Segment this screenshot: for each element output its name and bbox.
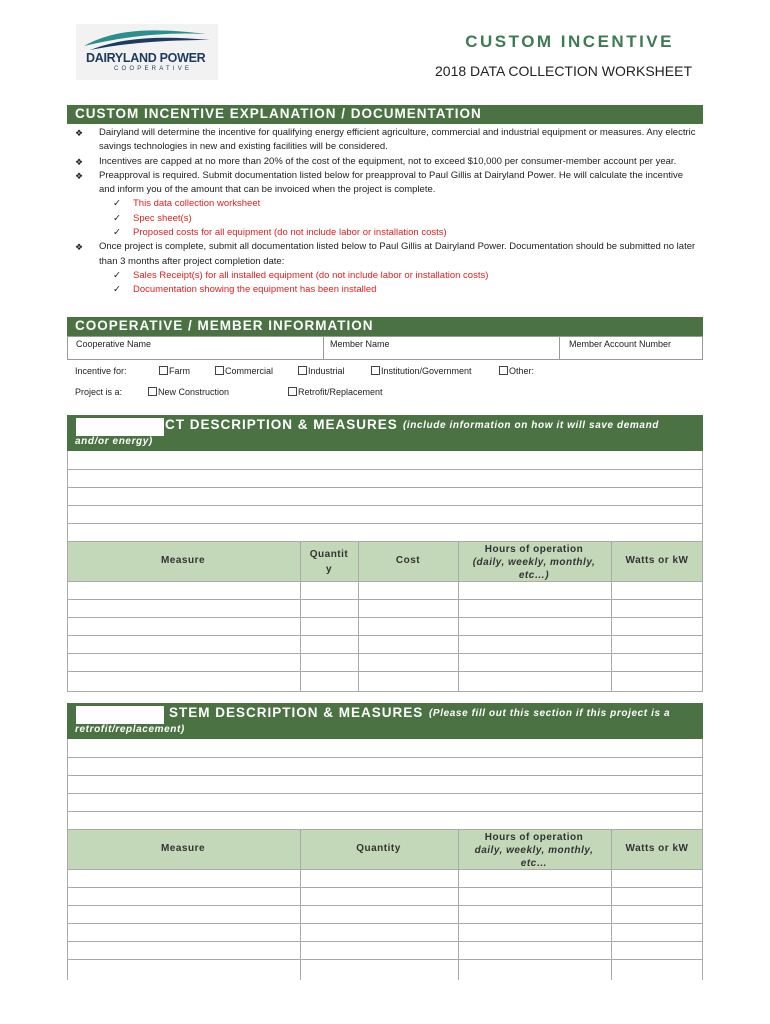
table-row (67, 653, 703, 654)
diamond-bullet-icon: ❖ (75, 170, 84, 181)
check-item: ✓ This data collection worksheet (75, 197, 700, 211)
checkbox-icon[interactable] (288, 387, 297, 396)
other-option[interactable]: Other: (499, 366, 534, 376)
cooperative-name-label: Cooperative Name (76, 339, 152, 349)
list-item: ❖ Incentives are capped at no more than 20% of the cost of the equipment, not to exceed $10,000 per consumer-member account per year. (75, 155, 700, 169)
logo-name: DAIRYLAND POWER (86, 51, 206, 65)
list-item: ❖ Once project is complete, submit all documentation listed below to Paul Gillis at Dairyland Power. Documentation should be submitted no later than 3 months after project completion date: (75, 241, 696, 267)
table-row (67, 887, 703, 888)
existing-heading-bar (67, 703, 703, 739)
diamond-bullet-icon: ❖ (75, 156, 84, 167)
account-number-field[interactable] (559, 336, 703, 360)
row-divider (67, 793, 703, 794)
diamond-bullet-icon: ❖ (75, 242, 84, 253)
table-row (67, 941, 703, 942)
explanation-heading: CUSTOM INCENTIVE EXPLANATION / DOCUMENTATION (75, 106, 482, 121)
wave-logo-icon (76, 24, 218, 54)
redaction-box (76, 706, 164, 724)
table-row (67, 923, 703, 924)
member-heading-bar (67, 317, 703, 336)
page-title: CUSTOM INCENTIVE (465, 32, 674, 51)
project-note-2: and/or energy) (75, 436, 153, 447)
row-divider (67, 487, 703, 488)
check-item: ✓ Proposed costs for all equipment (do not include labor or installation costs) (75, 226, 700, 240)
col-measure: Measure (160, 555, 206, 566)
project-description-area[interactable] (67, 451, 703, 541)
new-construction-option[interactable]: New Construction (148, 387, 229, 397)
table-row (67, 905, 703, 906)
redaction-box (76, 418, 164, 436)
checkbox-icon[interactable] (371, 366, 380, 375)
check-item: ✓ Documentation showing the equipment has been installed (75, 283, 700, 297)
existing-heading: STEM DESCRIPTION & MEASURES (169, 705, 424, 720)
row-divider (67, 523, 703, 524)
project-heading: CT DESCRIPTION & MEASURES (165, 417, 398, 432)
account-number-label: Member Account Number (569, 339, 672, 349)
col-hours: Hours of operation daily, weekly, monthly, etc… (474, 832, 594, 869)
table-row (67, 599, 703, 600)
checkbox-icon[interactable] (499, 366, 508, 375)
check-item: ✓ Sales Receipt(s) for all installed equipment (do not include labor or installation costs) (75, 269, 700, 283)
table-row (67, 869, 703, 870)
row-divider (67, 469, 703, 470)
commercial-option[interactable]: Commercial (215, 366, 273, 376)
project-heading-bar (67, 415, 703, 451)
member-name-field[interactable] (323, 336, 560, 360)
member-name-label: Member Name (330, 339, 390, 349)
table-row (67, 671, 703, 672)
table-row (67, 635, 703, 636)
checkbox-icon[interactable] (148, 387, 157, 396)
diamond-bullet-icon: ❖ (75, 128, 84, 138)
checkbox-icon[interactable] (298, 366, 307, 375)
cooperative-name-field[interactable] (67, 336, 324, 360)
checkmark-icon: ✓ (113, 227, 121, 239)
project-note: (include information on how it will save demand (403, 420, 659, 431)
industrial-option[interactable]: Industrial (298, 366, 345, 376)
col-cost: Cost (395, 555, 421, 566)
col-quantity: Quantit y (309, 549, 349, 575)
list-item: ❖ Dairyland will determine the incentive for qualifying energy efficient agriculture, commercial and industrial equipment or measures. Any electric savings technologies in new and existing facilities will be considered. (75, 127, 696, 153)
row-divider (67, 757, 703, 758)
logo-sub: COOPERATIVE (114, 66, 193, 72)
explanation-list (75, 126, 700, 298)
table-row (67, 959, 703, 960)
incentive-for-label: Incentive for: (75, 366, 127, 376)
row-divider (67, 811, 703, 812)
page-subtitle: 2018 DATA COLLECTION WORKSHEET (435, 63, 692, 79)
farm-option[interactable]: Farm (159, 366, 190, 376)
list-item: ❖ Preapproval is required. Submit documentation listed below for preapproval to Paul Gillis at Dairyland Power. He will calculate the incentive and inform you of the amount that can be invoiced when the project is complete. (75, 169, 684, 196)
checkmark-icon: ✓ (113, 198, 121, 210)
retrofit-option[interactable]: Retrofit/Replacement (288, 387, 383, 397)
checkmark-icon: ✓ (113, 212, 121, 224)
col-hours: Hours of operation (daily, weekly, monthly, etc…) (472, 544, 596, 581)
table-row (67, 581, 703, 582)
row-divider (67, 775, 703, 776)
checkmark-icon: ✓ (113, 269, 121, 281)
col-watts: Watts or kW (625, 843, 689, 854)
dairyland-logo (76, 24, 218, 80)
row-divider (67, 505, 703, 506)
explanation-heading-bar (67, 105, 703, 124)
existing-description-area[interactable] (67, 739, 703, 829)
checkbox-icon[interactable] (159, 366, 168, 375)
member-heading: COOPERATIVE / MEMBER INFORMATION (75, 318, 374, 333)
checkmark-icon: ✓ (113, 284, 121, 296)
checkbox-icon[interactable] (215, 366, 224, 375)
existing-note: (Please fill out this section if this project is a (429, 708, 671, 719)
existing-note-2: retrofit/replacement) (75, 724, 185, 735)
col-measure: Measure (160, 843, 206, 854)
col-quantity: Quantity (356, 843, 401, 854)
institution-option[interactable]: Institution/Government (371, 366, 472, 376)
project-is-label: Project is a: (75, 387, 123, 397)
col-watts: Watts or kW (625, 555, 689, 566)
check-item: ✓ Spec sheet(s) (75, 212, 700, 226)
table-row (67, 617, 703, 618)
